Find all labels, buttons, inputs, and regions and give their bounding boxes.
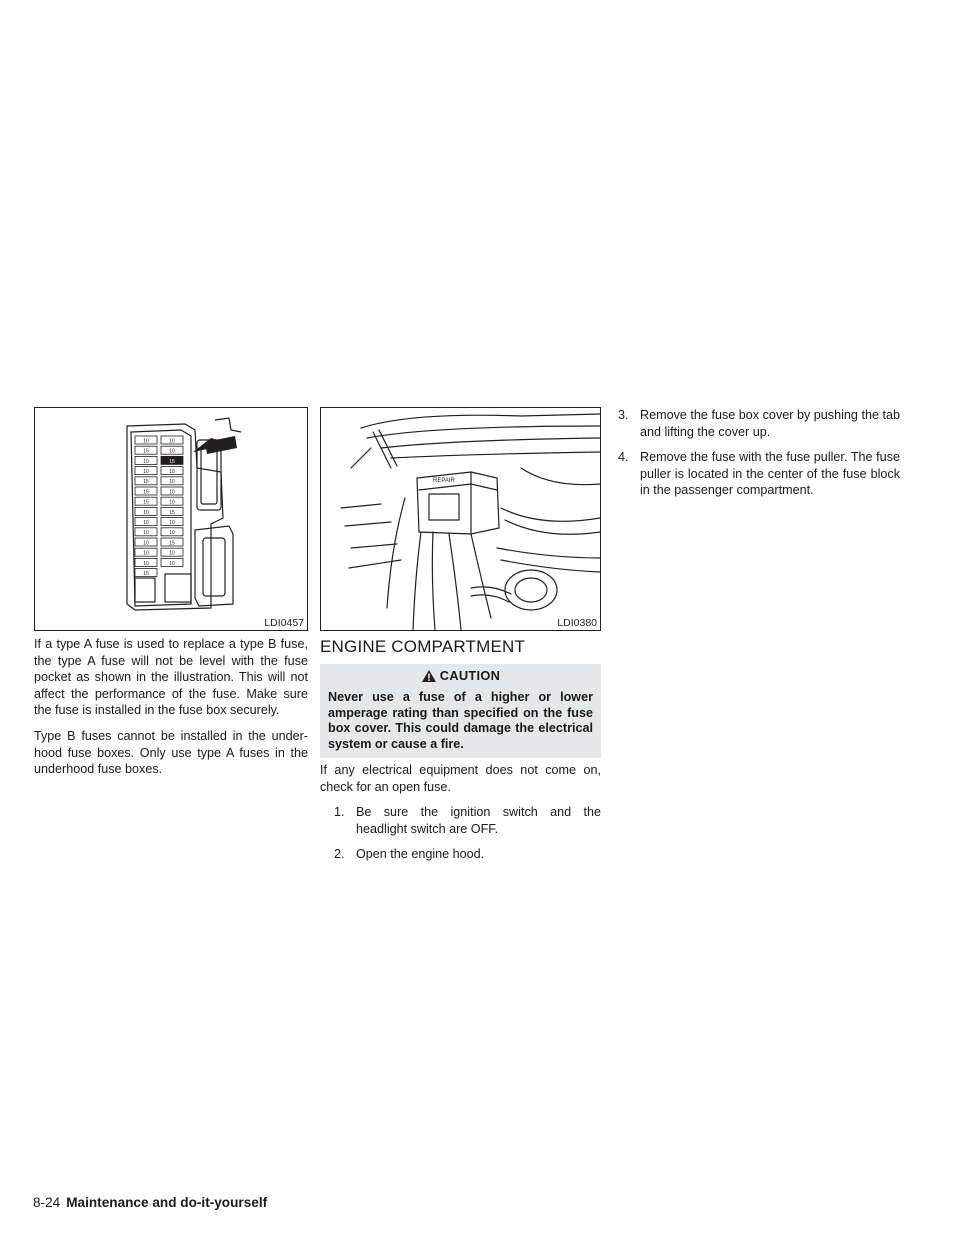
fuse-value: 15 xyxy=(143,479,149,486)
step-text: Open the engine hood. xyxy=(356,847,485,862)
fuse-value: 15 xyxy=(169,458,175,465)
fuse-value: 10 xyxy=(143,560,149,567)
fuse-value: 10 xyxy=(143,458,149,465)
fuse-value: 10 xyxy=(143,469,149,475)
list-item xyxy=(618,407,900,440)
page-footer xyxy=(33,1195,267,1210)
section-heading: ENGINE COMPARTMENT xyxy=(320,637,526,656)
fuse-value: 10 xyxy=(143,540,149,547)
step-number: 1. xyxy=(334,805,345,820)
fuse-value: 10 xyxy=(143,438,149,445)
paragraph: Type B fuses cannot be installed in the under-hood fuse boxes. Only use type A fuses in the underhood fuse boxes. xyxy=(34,728,308,777)
step-number: 4. xyxy=(618,450,629,465)
fuse-value: 10 xyxy=(169,550,175,557)
fuse-value: 10 xyxy=(169,479,175,486)
paragraph: If a type A fuse is used to replace a type B fuse, the type A fuse will not be level with the fuse pocket as shown in the illustration. This will not affect the performance of the fuse. Make sure the fuse is installed in the fuse box securely. xyxy=(34,637,308,718)
fuse-value: 10 xyxy=(169,520,175,526)
fuse-box-illustration xyxy=(35,408,307,630)
steps-list xyxy=(320,804,601,863)
steps-list xyxy=(618,407,900,499)
paragraph: If any electrical equipment does not come on, check for an open fuse. xyxy=(320,763,601,794)
fuse-value: 15 xyxy=(143,571,149,577)
fuse-rows xyxy=(135,436,183,577)
right-column xyxy=(618,407,900,508)
step-number: 2. xyxy=(334,847,345,862)
fuse-value: 10 xyxy=(143,509,149,516)
warning-triangle-icon xyxy=(421,669,437,683)
fuse-value: 10 xyxy=(143,530,149,537)
fuse-value: 10 xyxy=(169,448,175,455)
middle-column xyxy=(320,762,601,872)
step-text: Remove the fuse box cover by pushing the tab and lifting the cover up. xyxy=(640,408,900,439)
fuse-value: 10 xyxy=(169,560,175,567)
arrow-icon xyxy=(193,436,237,454)
caution-box xyxy=(320,664,601,758)
list-item xyxy=(334,804,601,837)
chapter-title: Maintenance and do-it-yourself xyxy=(66,1195,268,1210)
figure-label-middle: LDI0380 xyxy=(557,617,597,629)
fuse-value: 10 xyxy=(169,469,175,475)
list-item xyxy=(334,846,601,863)
figure-label-left: LDI0457 xyxy=(264,617,304,629)
fuse-value: 15 xyxy=(169,540,175,547)
figure-engine-compartment xyxy=(320,407,601,631)
caution-body: Never use a fuse of a higher or lower amperage rating than specified on the fuse box cover. This could damage the electrical system or cause a fire. xyxy=(328,690,593,751)
engine-tag-text: REPAIR xyxy=(433,478,455,484)
fuse-value: 10 xyxy=(169,489,175,496)
fuse-value: 15 xyxy=(169,509,175,516)
fuse-value: 10 xyxy=(143,550,149,557)
figure-fuse-box xyxy=(34,407,308,631)
caution-title xyxy=(328,668,593,683)
engine-compartment-illustration xyxy=(321,408,600,630)
fuse-value: 10 xyxy=(169,499,175,506)
page-number: 8-24 xyxy=(33,1195,61,1210)
left-column xyxy=(34,636,308,787)
step-number: 3. xyxy=(618,408,629,422)
caution-title-text: CAUTION xyxy=(439,668,501,683)
fuse-value: 10 xyxy=(143,520,149,526)
list-item xyxy=(618,449,900,499)
fuse-value: 10 xyxy=(169,438,175,445)
step-text: Remove the fuse with the fuse puller. The fuse puller is located in the center of the fuse block in the passenger compartment. xyxy=(640,450,900,498)
fuse-value: 15 xyxy=(143,499,149,506)
fuse-value: 10 xyxy=(169,530,175,537)
fuse-value: 15 xyxy=(143,489,149,496)
step-text: Be sure the ignition switch and the headlight switch are OFF. xyxy=(356,805,601,836)
fuse-value: 15 xyxy=(143,448,149,455)
